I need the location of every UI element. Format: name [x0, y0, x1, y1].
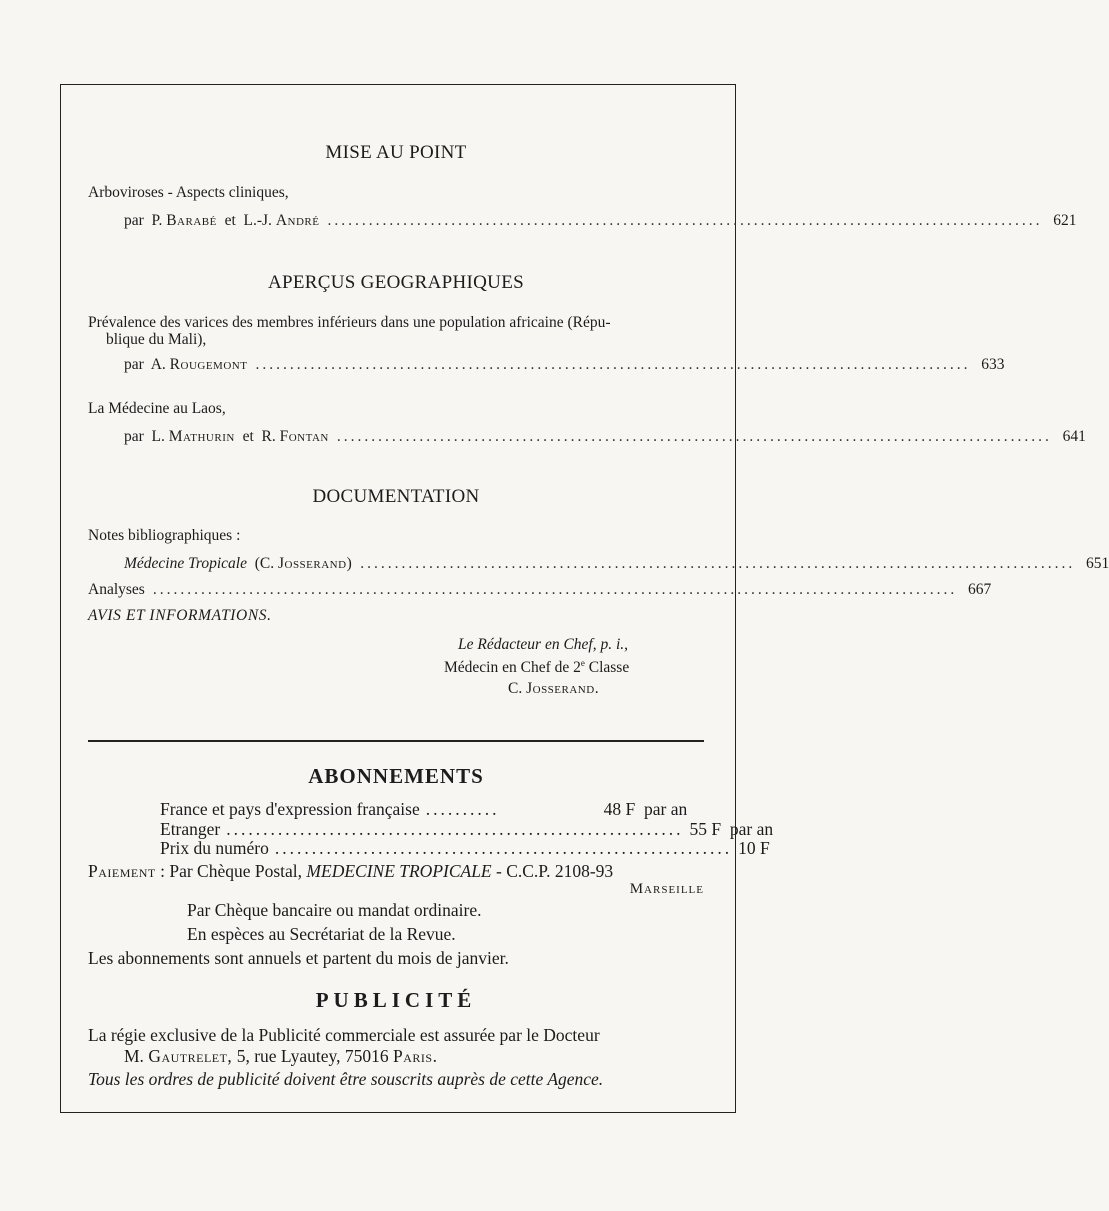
- heading-abonnements: ABONNEMENTS: [308, 764, 484, 788]
- rate-row-prix-numero: Prix du numéro .............................................................. 10 F: [160, 838, 770, 858]
- entry-title-prevalence-line2: blique du Mali),: [106, 331, 207, 348]
- entry-title-medecine-laos: La Médecine au Laos,: [88, 400, 226, 417]
- page-number: 651: [1085, 555, 1109, 572]
- page-number: 641: [1062, 428, 1086, 445]
- entry-title-prevalence-line1: Prévalence des varices des membres inférieurs dans une population africaine (Répu-: [88, 314, 611, 331]
- rate-row-france: France et pays d'expression française .......... 48 F par an: [160, 799, 688, 819]
- entry-byline: Médecine Tropicale (C. Josserand): [124, 555, 353, 572]
- leader-dots: ........................................................................................................: [360, 555, 1076, 572]
- signature-line-3: C. Josserand.: [508, 680, 600, 697]
- leader-dots: .....................................................................................................................: [152, 581, 958, 598]
- publicite-line-1: La régie exclusive de la Publicité commerciale est assurée par le Docteur: [88, 1025, 600, 1045]
- publicite-line-3: Tous les ordres de publicité doivent être souscrits auprès de cette Agence.: [88, 1069, 604, 1089]
- notes-bibliographiques-label: Notes bibliographiques :: [88, 527, 241, 544]
- rate-row-etranger: Etranger .............................................................. 55 F par an: [160, 819, 774, 839]
- frame-left-rule: [60, 84, 61, 1112]
- heading-publicite: PUBLICITÉ: [315, 988, 477, 1012]
- paiement-city: Marseille: [629, 881, 704, 897]
- toc-entry-medecine-laos[interactable]: [124, 428, 1086, 446]
- signature-line-1: Le Rédacteur en Chef, p. i.,: [458, 636, 629, 653]
- entry-byline: par P. Barabé et L.-J. André: [124, 212, 320, 229]
- page-number: 621: [1053, 212, 1077, 229]
- heading-documentation: DOCUMENTATION: [312, 486, 480, 507]
- especes-line: En espèces au Secrétariat de la Revue.: [187, 924, 456, 944]
- section-divider-rule: [88, 740, 704, 742]
- avis-et-informations: AVIS ET INFORMATIONS.: [88, 607, 272, 624]
- entry-title-arboviroses: Arboviroses - Aspects cliniques,: [88, 184, 289, 201]
- page-number: 667: [967, 581, 992, 598]
- heading-mise-au-point: MISE AU POINT: [325, 142, 467, 163]
- signature-line-2: Médecin en Chef de 2e Classe: [444, 658, 630, 677]
- page-number: 633: [981, 356, 1005, 373]
- toc-entry-arboviroses[interactable]: [124, 212, 1077, 230]
- paiement-line: Paiement : Par Chèque Postal, MEDECINE TROPICALE - C.C.P. 2108-93: [88, 861, 614, 881]
- leader-dots: ........................................................................................................: [255, 356, 971, 373]
- abonnements-annuels-line: Les abonnements sont annuels et partent du mois de janvier.: [88, 948, 509, 968]
- frame-bottom-rule: [60, 1112, 736, 1113]
- toc-entry-prevalence[interactable]: [124, 356, 1005, 374]
- leader-dots: ........................................................................................................: [327, 212, 1043, 229]
- analyses-label: Analyses: [88, 581, 145, 598]
- toc-entry-analyses[interactable]: [88, 581, 992, 599]
- publicite-line-2: M. Gautrelet, 5, rue Lyautey, 75016 Paris.: [124, 1046, 438, 1066]
- frame-top-rule: [60, 84, 736, 85]
- cheque-bancaire-line: Par Chèque bancaire ou mandat ordinaire.: [187, 900, 482, 920]
- entry-byline: par A. Rougemont: [124, 356, 248, 373]
- entry-byline: par L. Mathurin et R. Fontan: [124, 428, 329, 445]
- leader-dots: ........................................................................................................: [336, 428, 1052, 445]
- toc-entry-notes-medecine-tropicale[interactable]: [124, 555, 1109, 573]
- heading-apercus-geographiques: APERÇUS GEOGRAPHIQUES: [268, 272, 524, 293]
